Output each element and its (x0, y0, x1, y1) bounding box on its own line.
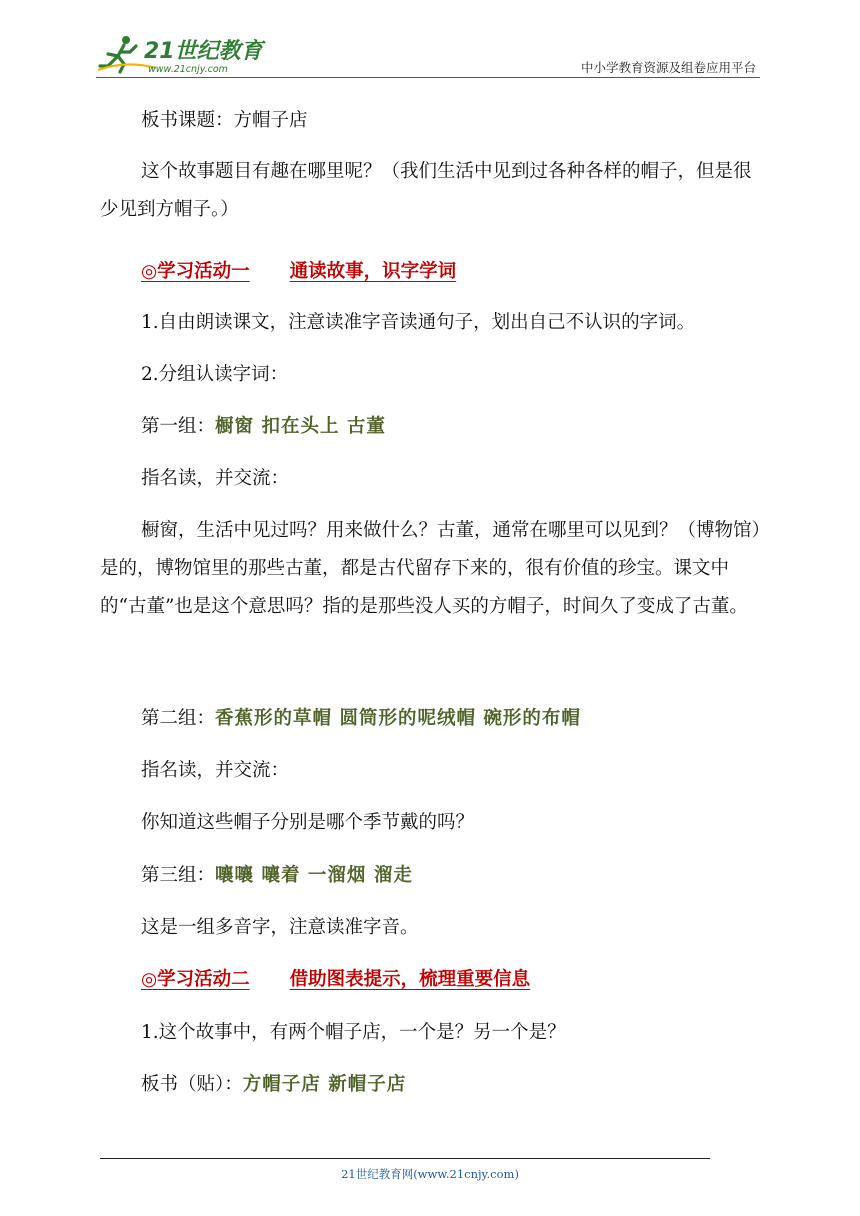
paragraph-board-title: 板书课题：方帽子店 (141, 110, 308, 131)
word-group-2 (100, 700, 764, 738)
activity-heading-2 (100, 961, 764, 999)
group-label: 第三组： (141, 865, 216, 886)
footer-divider (100, 1158, 710, 1159)
platform-name: 中小学教育资源及组卷应用平台 (580, 60, 756, 75)
word-group-1 (100, 408, 764, 446)
board-label: 板书（贴）： (141, 1074, 243, 1095)
activity-prefix: ◎学习活动一 (141, 261, 250, 282)
paragraph-step-1: 1.自由朗读课文，注意读准字音读通句子，划出自己不认识的字词。 (141, 312, 696, 333)
paragraph-two-shops: 1.这个故事中，有两个帽子店，一个是？另一个是？ (141, 1022, 566, 1043)
logo (96, 32, 296, 76)
logo-url: www.21cnjy.com (148, 64, 228, 75)
group-label: 第二组： (141, 708, 216, 729)
board-post (100, 1066, 764, 1104)
logo-text: 21世纪教育 (144, 39, 263, 64)
paragraph-season-question: 你知道这些帽子分别是哪个季节戴的吗？ (141, 812, 475, 833)
footer-link[interactable]: 21世纪教育网(www.21cnjy.com) (341, 1167, 519, 1181)
group-words: 香蕉形的草帽 圆筒形的呢绒帽 碗形的布帽 (215, 708, 581, 729)
activity-prefix: ◎学习活动二 (141, 969, 250, 990)
paragraph-explanation: 橱窗，生活中见过吗？用来做什么？古董，通常在哪里可以见到？（博物馆）是的，博物馆里的那些古董，都是古代留存下来的，很有价值的珍宝。课文中的“古董”也是这个意思吗？指的是那些没人买的方帽子，时间久了变成了古董。 (100, 520, 761, 617)
paragraph-title-interest: 这个故事题目有趣在哪里呢？（我们生活中见到过各种各样的帽子，但是很少见到方帽子。） (100, 161, 752, 220)
paragraph-discuss-1: 指名读，并交流： (141, 468, 290, 489)
paragraph-polyphone: 这是一组多音字，注意读准字音。 (141, 917, 419, 938)
activity-heading-1 (100, 253, 764, 291)
word-group-3 (100, 857, 764, 895)
group-words: 橱窗 扣在头上 古董 (215, 416, 386, 437)
board-words: 方帽子店 新帽子店 (242, 1074, 407, 1095)
activity-title: 借助图表提示，梳理重要信息 (289, 969, 531, 990)
group-label: 第一组： (141, 416, 216, 437)
header-divider (96, 77, 760, 78)
group-words: 嚷嚷 嚷着 一溜烟 溜走 (215, 865, 413, 886)
paragraph-step-2: 2.分组认读字词： (141, 364, 289, 385)
page-header (96, 30, 760, 78)
activity-title: 通读故事，识字学词 (289, 261, 457, 282)
paragraph-discuss-2: 指名读，并交流： (141, 760, 290, 781)
